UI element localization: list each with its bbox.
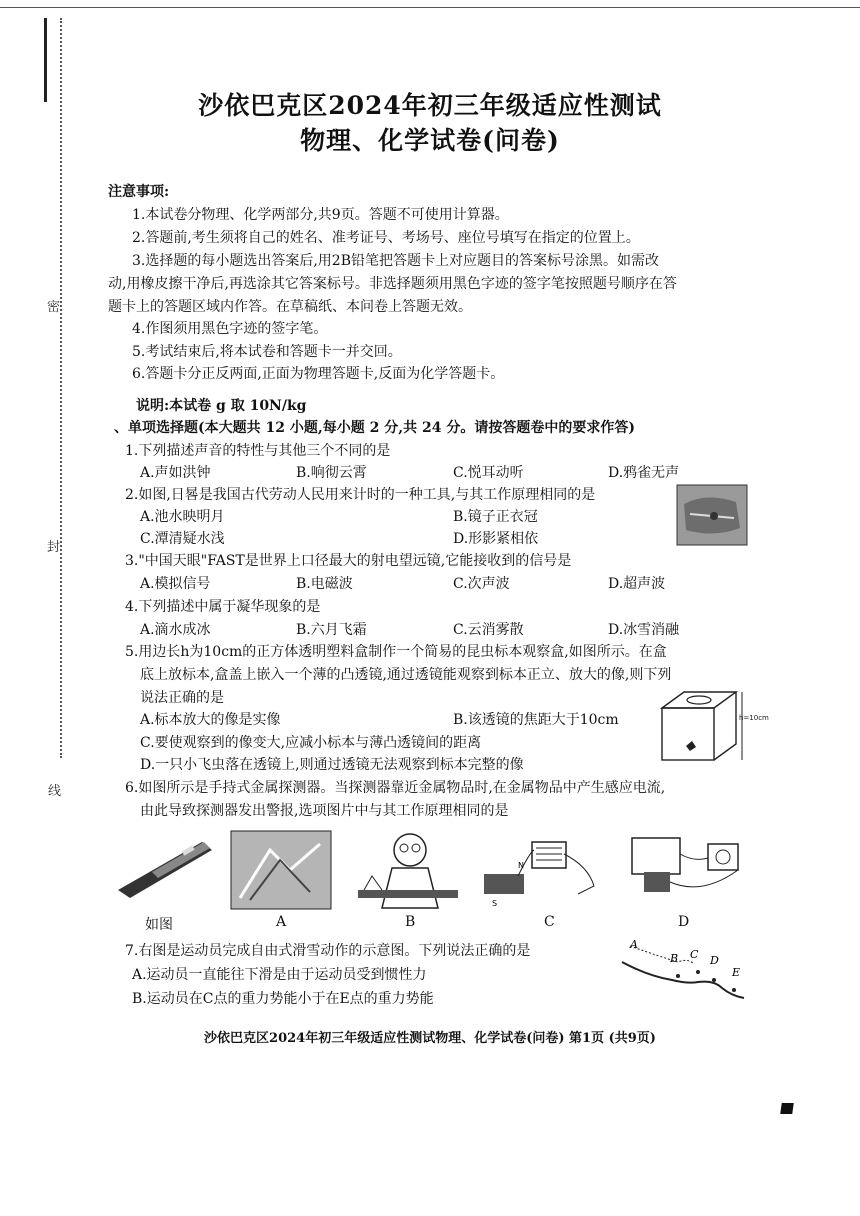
question-1-option-c: C.悦耳动听 bbox=[453, 465, 524, 481]
section-title: 、单项选择题(本大题共 12 小题,每小题 2 分,共 24 分。请按答题卷中的要求作答) bbox=[114, 420, 635, 436]
ski-jump-diagram bbox=[618, 936, 748, 1002]
question-5-stem-line: 5.用边长h为10cm的正方体透明塑料盒制作一个简易的昆虫标本观察盒,如图所示。在盒 bbox=[125, 644, 667, 660]
question-3-stem: 3."中国天眼"FAST是世界上口径最大的射电望远镜,它能接收到的信号是 bbox=[125, 553, 572, 569]
question-2-option-c: C.潭清疑水浅 bbox=[140, 531, 225, 547]
point-a-label: A bbox=[630, 938, 638, 951]
question-5-stem-line: 底上放标本,盒盖上嵌入一个薄的凸透镜,通过透镜能观察到标本正立、放大的像,则下列 bbox=[140, 667, 672, 683]
question-7-option-b: B.运动员在C点的重力势能小于在E点的重力势能 bbox=[132, 991, 434, 1007]
question-5-option-d: D.一只小飞虫落在透镜上,则通过透镜无法观察到标本完整的像 bbox=[140, 757, 524, 773]
top-border-line bbox=[0, 7, 860, 8]
caption-c: C bbox=[544, 914, 555, 930]
page-subtitle: 物理、化学试卷(问卷) bbox=[300, 126, 560, 155]
scan-corner-mark bbox=[780, 1103, 794, 1114]
margin-mark-line: 线 bbox=[48, 784, 62, 799]
question-1-option-a: A.声如洪钟 bbox=[140, 465, 211, 481]
point-b-label: B bbox=[670, 952, 679, 965]
question-2-option-d: D.形影紧相依 bbox=[453, 531, 539, 547]
box-size-label: h=10cm bbox=[739, 714, 769, 722]
question-3-option-d: D.超声波 bbox=[608, 576, 666, 592]
page-title: 沙依巴克区2024年初三年级适应性测试 bbox=[198, 91, 662, 120]
question-4-stem: 4.下列描述中属于凝华现象的是 bbox=[125, 599, 321, 615]
caption-a: A bbox=[276, 914, 287, 930]
page-footer: 沙依巴克区2024年初三年级适应性测试物理、化学试卷(问卷) 第1页 (共9页) bbox=[204, 1031, 656, 1046]
question-2-option-a: A.池水映明月 bbox=[140, 509, 225, 525]
caption-figure: 如图 bbox=[145, 917, 173, 933]
note-item: 3.选择题的每小题选出答案后,用2B铅笔把答题卡上对应题目的答案标号涂黑。如需改 bbox=[132, 253, 660, 269]
note-item: 1.本试卷分物理、化学两部分,共9页。答题不可使用计算器。 bbox=[132, 207, 509, 223]
option-d-image bbox=[622, 832, 746, 904]
question-4-option-c: C.云消雾散 bbox=[453, 622, 524, 638]
metal-detector-image bbox=[112, 828, 216, 900]
question-5-option-a: A.标本放大的像是实像 bbox=[140, 712, 281, 728]
note-item: 6.答题卡分正反两面,正面为物理答题卡,反面为化学答题卡。 bbox=[132, 366, 505, 382]
point-e-label: E bbox=[732, 966, 741, 979]
point-d-label: D bbox=[710, 954, 719, 967]
question-5-option-c: C.要使观察到的像变大,应减小标本与薄凸透镜间的距离 bbox=[140, 735, 482, 751]
note-item: 题卡上的答题区域内作答。在草稿纸、本问卷上答题无效。 bbox=[108, 299, 472, 315]
question-5-stem-line: 说法正确的是 bbox=[140, 690, 224, 706]
note-item: 5.考试结束后,将本试卷和答题卡一并交回。 bbox=[132, 344, 402, 360]
question-7-stem: 7.右图是运动员完成自由式滑雪动作的示意图。下列说法正确的是 bbox=[125, 943, 531, 959]
question-6-stem-line: 由此导致探测器发出警报,选项图片中与其工作原理相同的是 bbox=[140, 803, 509, 819]
margin-mark-seal: 密 bbox=[47, 300, 61, 315]
question-1-option-d: D.鸦雀无声 bbox=[608, 465, 680, 481]
g-value-note: 说明:本试卷 g 取 10N/kg bbox=[136, 398, 307, 414]
caption-d: D bbox=[678, 914, 690, 930]
question-1-option-b: B.响彻云霄 bbox=[296, 465, 367, 481]
option-b-image bbox=[352, 828, 462, 912]
question-4-option-d: D.冰雪消融 bbox=[608, 622, 680, 638]
question-1-stem: 1.下列描述声音的特性与其他三个不同的是 bbox=[125, 443, 391, 459]
question-3-option-b: B.电磁波 bbox=[296, 576, 353, 592]
notes-heading: 注意事项: bbox=[108, 184, 170, 200]
label-s: S bbox=[492, 899, 498, 908]
note-item: 4.作图须用黑色字迹的签字笔。 bbox=[132, 321, 328, 337]
question-6-stem-line: 6.如图所示是手持式金属探测器。当探测器靠近金属物品时,在金属物品中产生感应电流, bbox=[125, 780, 666, 796]
insect-box-diagram bbox=[650, 686, 769, 770]
question-3-option-a: A.模拟信号 bbox=[140, 576, 211, 592]
note-item: 2.答题前,考生须将自己的姓名、准考证号、考场号、座位号填写在指定的位置上。 bbox=[132, 230, 640, 246]
option-a-image bbox=[230, 830, 332, 910]
question-4-option-a: A.滴水成冰 bbox=[140, 622, 211, 638]
note-item: 动,用橡皮擦干净后,再选涂其它答案标号。非选择题须用黑色字迹的签字笔按照题号顺序在答 bbox=[108, 276, 677, 292]
question-4-option-b: B.六月飞霜 bbox=[296, 622, 367, 638]
question-7-option-a: A.运动员一直能往下滑是由于运动员受到惯性力 bbox=[132, 967, 427, 983]
caption-b: B bbox=[405, 914, 416, 930]
point-c-label: C bbox=[690, 948, 699, 961]
question-2-stem: 2.如图,日晷是我国古代劳动人民用来计时的一种工具,与其工作原理相同的是 bbox=[125, 487, 596, 503]
sundial-photo bbox=[676, 484, 748, 546]
option-c-image bbox=[478, 836, 608, 908]
question-5-option-b: B.该透镜的焦距大于10cm bbox=[453, 712, 619, 728]
label-n: N bbox=[518, 861, 524, 870]
question-2-option-b: B.镜子正衣冠 bbox=[453, 509, 538, 525]
margin-mark-cover: 封 bbox=[47, 540, 61, 555]
question-3-option-c: C.次声波 bbox=[453, 576, 510, 592]
